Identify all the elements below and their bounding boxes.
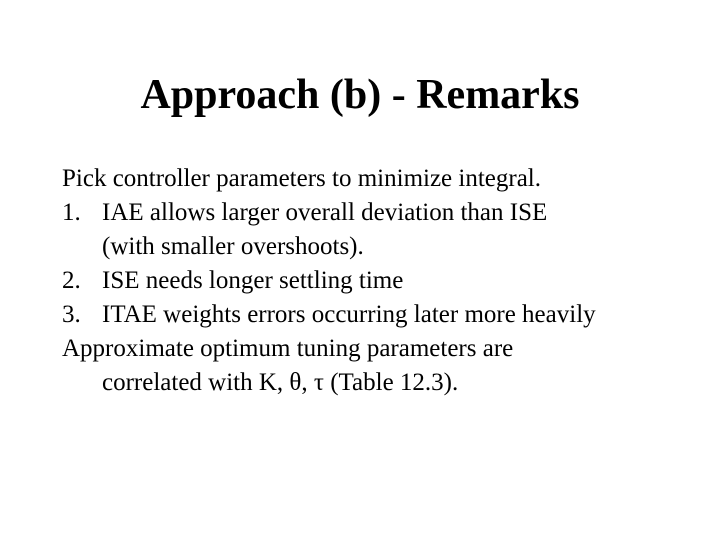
line-text: ITAE weights errors occurring later more heavily	[102, 301, 596, 328]
intro-line	[62, 162, 702, 196]
line-text: IAE allows larger overall deviation than ISE	[102, 199, 548, 226]
slide-title: Approach (b) - Remarks	[140, 72, 580, 118]
list-item-3	[62, 298, 702, 332]
closing-line	[62, 332, 702, 366]
slide-body	[62, 162, 702, 400]
list-item-2	[62, 264, 702, 298]
line-text: Approximate optimum tuning parameters are	[62, 335, 514, 362]
line-text: (with smaller overshoots).	[102, 233, 364, 260]
list-item-1	[62, 196, 702, 230]
line-text: correlated with K, θ, τ (Table 12.3).	[102, 369, 459, 396]
closing-line-continuation	[62, 366, 702, 400]
list-number: 3.	[62, 301, 81, 328]
list-number: 1.	[62, 199, 81, 226]
line-text: ISE needs longer settling time	[102, 267, 404, 294]
list-item-1-continuation	[62, 230, 702, 264]
line-text: Pick controller parameters to minimize integral.	[62, 165, 542, 192]
list-number: 2.	[62, 267, 81, 294]
